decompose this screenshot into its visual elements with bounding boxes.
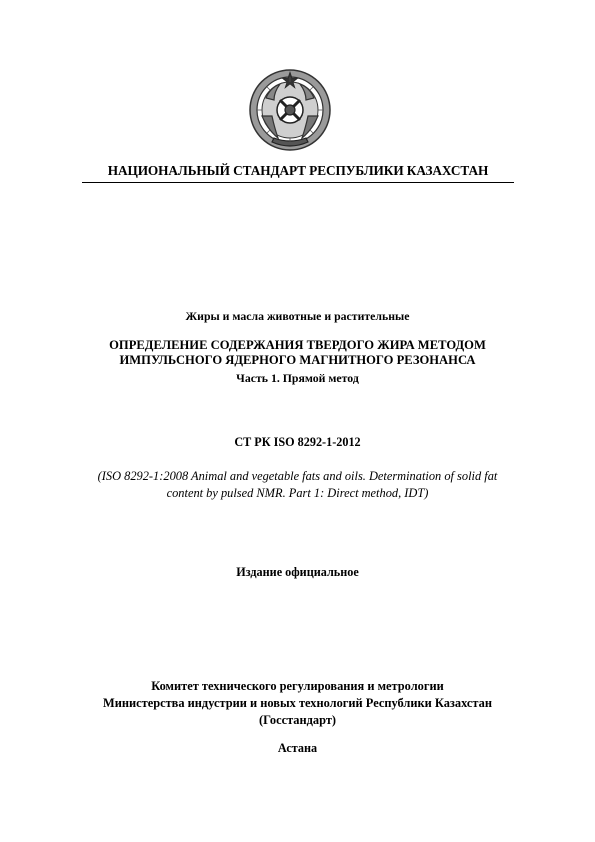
document-category: Жиры и масла животные и растительные [185, 309, 410, 323]
document-title-line: ОПРЕДЕЛЕНИЕ СОДЕРЖАНИЯ ТВЕРДОГО ЖИРА МЕТОДОМ [109, 338, 486, 352]
iso-reference-line: content by pulsed NMR. Part 1: Direct method, IDT) [166, 486, 429, 500]
publisher-block [40, 678, 555, 729]
national-standard-heading: НАЦИОНАЛЬНЫЙ СТАНДАРТ РЕСПУБЛИКИ КАЗАХСТАН [107, 163, 489, 178]
standard-code: СТ РК ISO 8292-1-2012 [234, 435, 361, 449]
publisher-line: Министерства индустрии и новых технологий Республики Казахстан [103, 696, 492, 710]
publication-city: Астана [277, 741, 318, 755]
edition-label: Издание официальное [236, 565, 359, 579]
publisher-line: Комитет технического регулирования и метрологии [151, 679, 444, 693]
document-title-line: ИМПУЛЬСНОГО ЯДЕРНОГО МАГНИТНОГО РЕЗОНАНСА [119, 353, 476, 367]
state-emblem-icon [248, 68, 332, 152]
document-part: Часть 1. Прямой метод [236, 371, 359, 385]
publisher-line: (Госстандарт) [258, 713, 337, 727]
document-title [40, 338, 555, 368]
iso-reference-line: (ISO 8292-1:2008 Animal and vegetable fats and oils. Determination of solid fat [97, 469, 498, 483]
iso-reference [40, 468, 555, 502]
heading-underline [82, 182, 514, 183]
emblem-graphic [248, 68, 332, 152]
